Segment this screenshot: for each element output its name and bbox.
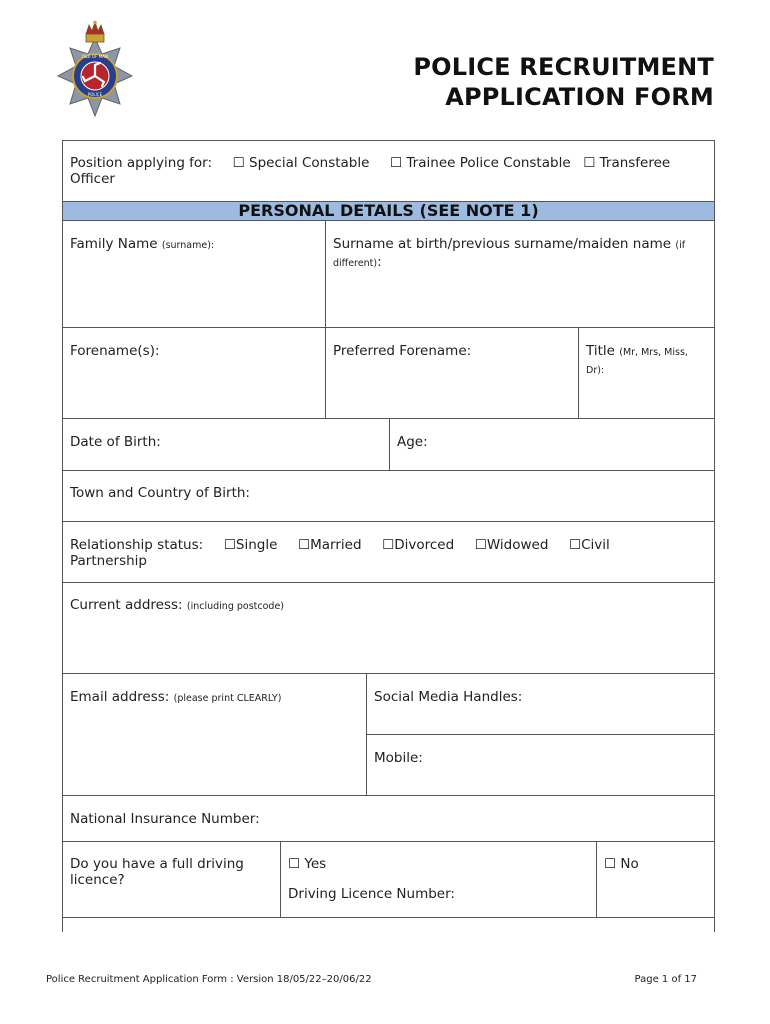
current-address-field[interactable] <box>70 597 710 615</box>
position-special-constable-checkbox[interactable]: ☐ Special Constable <box>232 155 370 171</box>
mobile-label: Mobile: <box>374 750 423 766</box>
crown-icon <box>86 21 104 42</box>
personal-details-header: PERSONAL DETAILS (SEE NOTE 1) <box>63 201 714 221</box>
driving-licence-question-line2: licence? <box>70 872 125 888</box>
licence-number-label: Driving Licence Number: <box>288 886 455 902</box>
position-label: Position applying for: <box>70 155 213 171</box>
relationship-status-row <box>70 537 710 569</box>
driving-licence-no-checkbox[interactable]: ☐ No <box>604 856 639 872</box>
town-country-field[interactable] <box>70 485 710 501</box>
forenames-label: Forename(s): <box>70 343 160 359</box>
preferred-forename-label: Preferred Forename: <box>333 343 472 359</box>
driving-licence-question <box>70 856 276 888</box>
position-transferee-label-cont: Officer <box>70 171 115 187</box>
position-row <box>70 155 710 187</box>
title-field[interactable] <box>586 343 710 379</box>
town-country-label: Town and Country of Birth: <box>70 485 250 501</box>
form-title-line1: POLICE RECRUITMENT <box>413 53 714 81</box>
dob-label: Date of Birth: <box>70 434 161 450</box>
age-label: Age: <box>397 434 428 450</box>
current-address-hint: (including postcode) <box>186 601 285 612</box>
driving-licence-yes-checkbox[interactable]: ☐ Yes <box>288 856 327 872</box>
surname-at-birth-colon: : <box>377 254 382 270</box>
position-trainee-constable-checkbox[interactable]: ☐ Trainee Police Constable <box>390 155 571 171</box>
police-badge-logo <box>50 20 140 124</box>
ni-number-field[interactable] <box>70 811 710 827</box>
driving-yes-cell <box>288 856 588 872</box>
position-transferee-checkbox[interactable]: ☐ Transferee <box>583 155 671 171</box>
social-media-field[interactable] <box>374 689 710 705</box>
driving-licence-question-line1: Do you have a full driving <box>70 856 244 872</box>
mobile-field[interactable] <box>374 750 710 766</box>
logo-text-bottom: POLICE <box>87 92 103 97</box>
relationship-civil-partnership-label-cont: Partnership <box>70 553 147 569</box>
ni-number-label: National Insurance Number: <box>70 811 260 827</box>
form-title <box>413 52 714 112</box>
email-field[interactable] <box>70 689 362 707</box>
current-address-label: Current address: <box>70 597 183 613</box>
surname-at-birth-hint: (if <box>675 240 686 251</box>
email-label: Email address: <box>70 689 170 705</box>
form-title-line2: APPLICATION FORM <box>445 83 714 111</box>
footer-page-number: Page 1 of 17 <box>634 974 697 985</box>
preferred-forename-field[interactable] <box>333 343 573 359</box>
title-label: Title <box>586 343 615 359</box>
relationship-single-checkbox[interactable]: ☐Single <box>223 537 278 553</box>
surname-at-birth-label: Surname at birth/previous surname/maiden name <box>333 236 672 252</box>
family-name-label: Family Name <box>70 236 158 252</box>
surname-at-birth-hint2: different) <box>333 258 378 269</box>
email-hint: (please print CLEARLY) <box>173 693 282 704</box>
logo-text-top: ISLE OF MAN <box>82 54 108 59</box>
title-hint2: Dr): <box>586 365 605 376</box>
licence-number-field[interactable] <box>288 886 588 902</box>
driving-no-cell <box>604 856 704 872</box>
family-name-hint: (surname): <box>161 240 215 251</box>
surname-at-birth-field[interactable] <box>333 236 711 272</box>
title-hint: (Mr, Mrs, Miss, <box>619 347 688 358</box>
social-media-label: Social Media Handles: <box>374 689 523 705</box>
forenames-field[interactable] <box>70 343 320 359</box>
family-name-field[interactable] <box>70 236 320 254</box>
relationship-civil-partnership-checkbox[interactable]: ☐Civil <box>569 537 610 553</box>
age-field[interactable] <box>397 434 707 450</box>
relationship-status-label: Relationship status: <box>70 537 204 553</box>
relationship-widowed-checkbox[interactable]: ☐Widowed <box>474 537 549 553</box>
relationship-married-checkbox[interactable]: ☐Married <box>298 537 362 553</box>
relationship-divorced-checkbox[interactable]: ☐Divorced <box>382 537 455 553</box>
dob-field[interactable] <box>70 434 380 450</box>
footer-version: Police Recruitment Application Form : Version 18/05/22–20/06/22 <box>46 974 372 985</box>
